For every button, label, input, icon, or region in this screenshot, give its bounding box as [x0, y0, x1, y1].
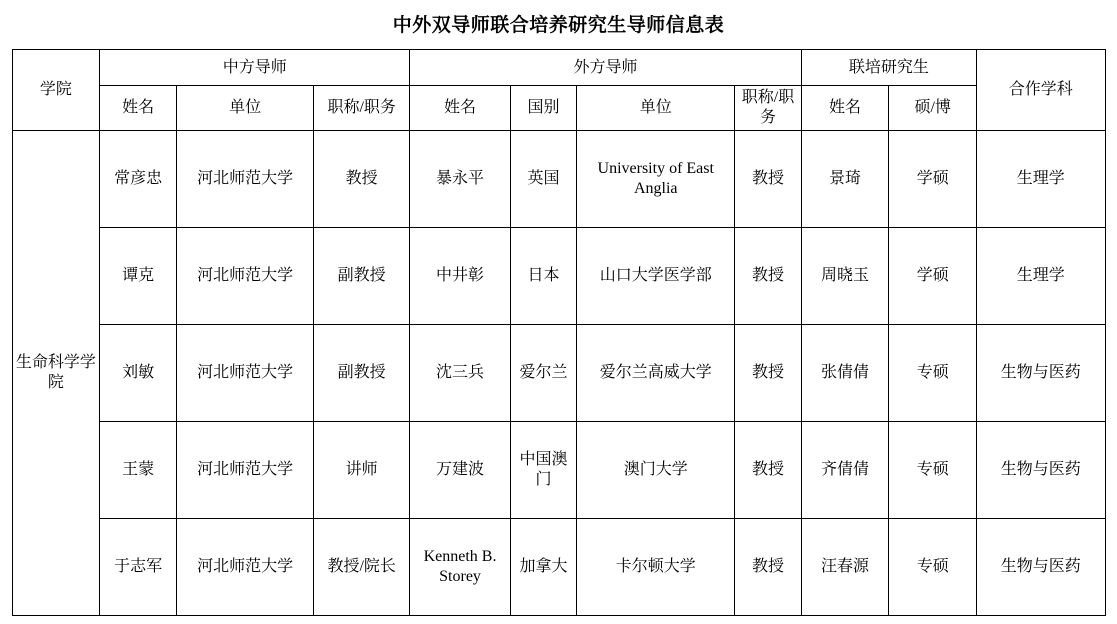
cell-cn-title: 教授 — [314, 131, 410, 228]
cell-fo-org: University of East Anglia — [577, 131, 735, 228]
cell-cn-title: 教授/院长 — [314, 519, 410, 616]
cell-st-degree: 专硕 — [889, 325, 977, 422]
header-subject: 合作学科 — [977, 50, 1105, 131]
header-cn-name: 姓名 — [100, 86, 177, 131]
cell-fo-title: 教授 — [735, 228, 801, 325]
table-header-sub-row — [12, 86, 1105, 131]
cell-cn-name: 刘敏 — [100, 325, 177, 422]
cell-st-degree: 专硕 — [889, 519, 977, 616]
header-fo-country: 国别 — [510, 86, 576, 131]
header-foreign-advisor: 外方导师 — [410, 50, 801, 86]
table-row — [12, 228, 1105, 325]
header-college: 学院 — [12, 50, 100, 131]
header-cn-org: 单位 — [177, 86, 314, 131]
cell-fo-title: 教授 — [735, 519, 801, 616]
cell-cn-name: 王蒙 — [100, 422, 177, 519]
cell-fo-name: 暴永平 — [410, 131, 511, 228]
cell-fo-title: 教授 — [735, 422, 801, 519]
header-st-degree: 硕/博 — [889, 86, 977, 131]
cell-fo-name: Kenneth B. Storey — [410, 519, 511, 616]
cell-fo-country: 日本 — [510, 228, 576, 325]
cell-fo-org: 卡尔顿大学 — [577, 519, 735, 616]
cell-cn-name: 常彦忠 — [100, 131, 177, 228]
cell-cn-name: 于志军 — [100, 519, 177, 616]
header-fo-title: 职称/职务 — [735, 86, 801, 131]
cell-subject: 生理学 — [977, 131, 1105, 228]
cell-cn-org: 河北师范大学 — [177, 131, 314, 228]
cell-st-name: 汪春源 — [801, 519, 889, 616]
cell-cn-org: 河北师范大学 — [177, 325, 314, 422]
header-joint-student: 联培研究生 — [801, 50, 976, 86]
table-row — [12, 519, 1105, 616]
cell-fo-org: 山口大学医学部 — [577, 228, 735, 325]
cell-fo-country: 中国澳门 — [510, 422, 576, 519]
table-row — [12, 131, 1105, 228]
cell-st-name: 景琦 — [801, 131, 889, 228]
cell-st-name: 周晓玉 — [801, 228, 889, 325]
header-st-name: 姓名 — [801, 86, 889, 131]
cell-st-degree: 专硕 — [889, 422, 977, 519]
cell-subject: 生物与医药 — [977, 422, 1105, 519]
cell-fo-title: 教授 — [735, 131, 801, 228]
advisor-info-table — [12, 49, 1106, 616]
cell-cn-org: 河北师范大学 — [177, 519, 314, 616]
cell-fo-country: 加拿大 — [510, 519, 576, 616]
table-row — [12, 422, 1105, 519]
cell-fo-org: 澳门大学 — [577, 422, 735, 519]
cell-cn-name: 谭克 — [100, 228, 177, 325]
cell-subject: 生物与医药 — [977, 325, 1105, 422]
table-header-group-row — [12, 50, 1105, 86]
cell-fo-name: 沈三兵 — [410, 325, 511, 422]
cell-st-name: 张倩倩 — [801, 325, 889, 422]
header-cn-title: 职称/职务 — [314, 86, 410, 131]
cell-subject: 生物与医药 — [977, 519, 1105, 616]
cell-fo-title: 教授 — [735, 325, 801, 422]
cell-fo-name: 中井彰 — [410, 228, 511, 325]
cell-fo-country: 英国 — [510, 131, 576, 228]
cell-subject: 生理学 — [977, 228, 1105, 325]
cell-cn-title: 副教授 — [314, 228, 410, 325]
cell-st-degree: 学硕 — [889, 131, 977, 228]
cell-cn-org: 河北师范大学 — [177, 422, 314, 519]
header-fo-org: 单位 — [577, 86, 735, 131]
cell-cn-title: 讲师 — [314, 422, 410, 519]
cell-fo-country: 爱尔兰 — [510, 325, 576, 422]
cell-fo-name: 万建波 — [410, 422, 511, 519]
cell-cn-title: 副教授 — [314, 325, 410, 422]
cell-college: 生命科学学院 — [12, 131, 100, 616]
header-fo-name: 姓名 — [410, 86, 511, 131]
cell-st-name: 齐倩倩 — [801, 422, 889, 519]
table-row — [12, 325, 1105, 422]
page-title: 中外双导师联合培养研究生导师信息表 — [392, 15, 725, 36]
cell-cn-org: 河北师范大学 — [177, 228, 314, 325]
cell-st-degree: 学硕 — [889, 228, 977, 325]
header-chinese-advisor: 中方导师 — [100, 50, 410, 86]
cell-fo-org: 爱尔兰高威大学 — [577, 325, 735, 422]
